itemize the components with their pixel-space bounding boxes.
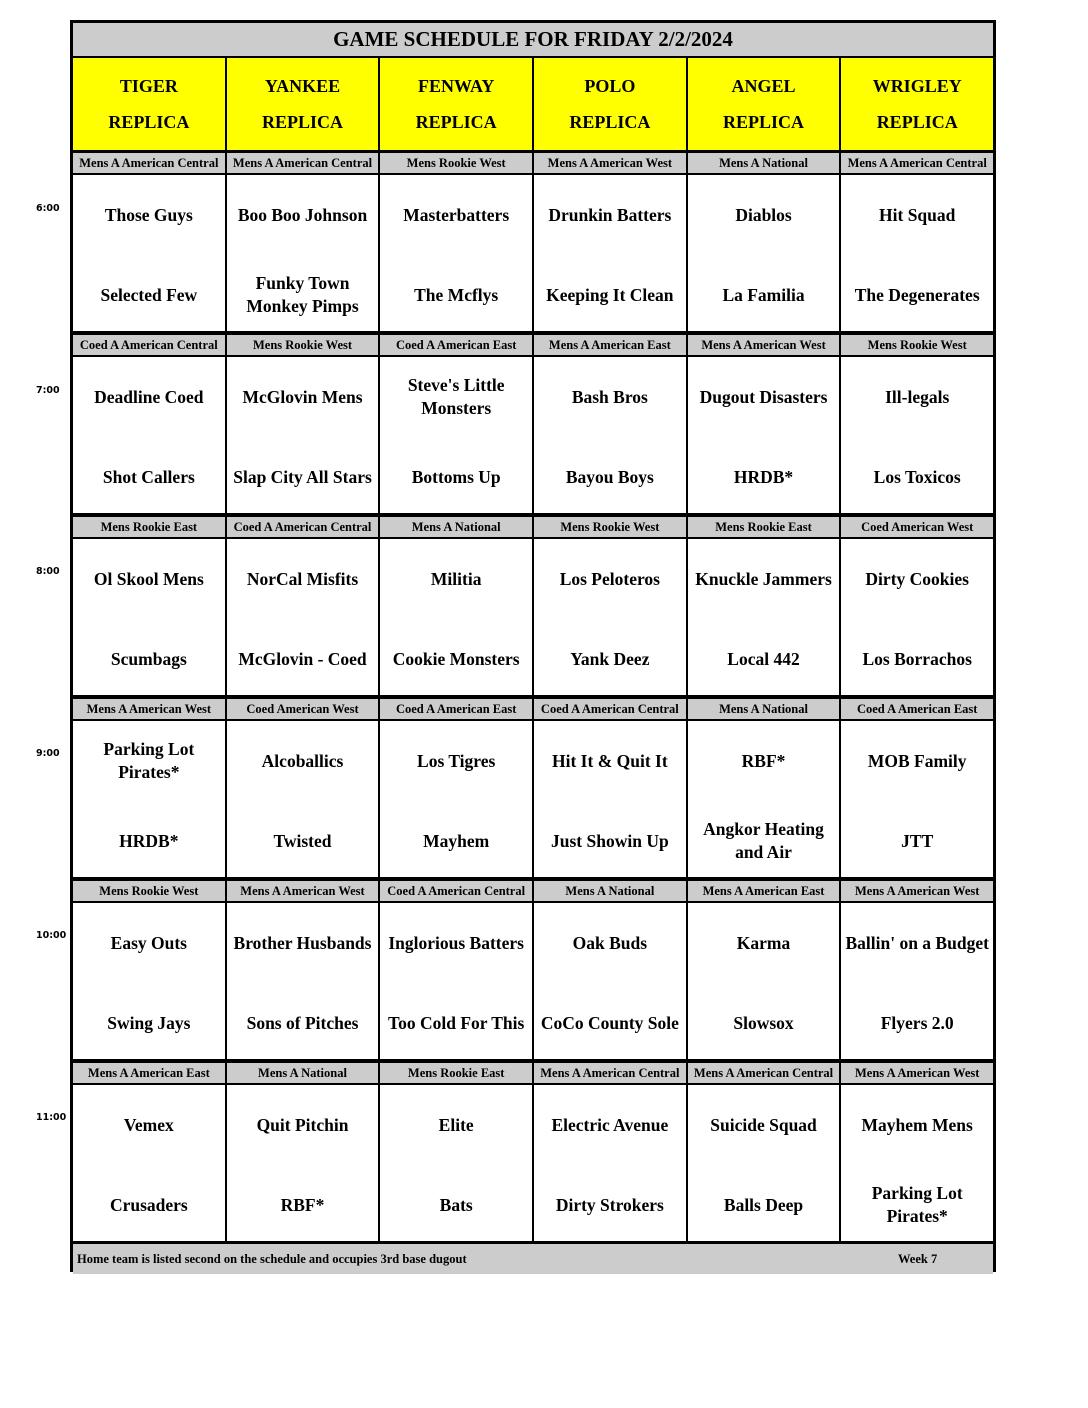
home-team: Crusaders <box>109 1194 188 1215</box>
division-row <box>73 152 993 175</box>
field-header-tiger <box>73 58 227 150</box>
game-cell <box>688 539 842 695</box>
away-team: Those Guys <box>104 204 193 225</box>
game-cell <box>227 357 381 513</box>
home-team-note: Home team is listed second on the schedule and occupies 3rd base dugout <box>77 1251 467 1266</box>
home-team: Los Toxicos <box>873 466 961 487</box>
division-label: Mens A American West <box>854 1066 980 1080</box>
away-team: Los Peloteros <box>559 568 660 589</box>
away-team: Militia <box>430 568 482 589</box>
home-team: Balls Deep <box>723 1194 804 1215</box>
division-label: Mens A American East <box>534 335 688 355</box>
away-team: Dugout Disasters <box>699 386 828 407</box>
away-team: Inglorious Batters <box>388 932 524 953</box>
away-team: Los Tigres <box>417 750 496 771</box>
game-cell <box>534 903 688 1059</box>
away-team: Mayhem Mens <box>861 1114 973 1135</box>
away-team: McGlovin Mens <box>242 386 363 407</box>
home-team: Funky Town Monkey Pimps <box>246 273 359 316</box>
field-subtitle: REPLICA <box>415 112 497 132</box>
time-label: 6:00 <box>36 203 60 214</box>
time-label: 10:00 <box>36 929 67 941</box>
game-cell <box>227 903 381 1059</box>
game-cell <box>841 357 993 513</box>
home-team: Angkor Heating and Air <box>703 819 824 862</box>
field-header-fenway <box>380 58 534 150</box>
division-label: Coed A American East <box>380 699 534 719</box>
game-cell <box>534 539 688 695</box>
game-cell <box>227 721 381 877</box>
field-header-yankee <box>227 58 381 150</box>
game-cell <box>841 1085 993 1241</box>
field-header-wrigley <box>841 58 993 150</box>
game-cell <box>534 357 688 513</box>
game-cell <box>688 357 842 513</box>
division-label: Mens A American West <box>534 153 688 173</box>
division-label: Mens A American West <box>227 881 381 901</box>
division-label: Mens Rookie East <box>688 517 842 537</box>
division-row <box>73 516 993 539</box>
away-team: Vemex <box>123 1114 174 1135</box>
away-team: Steve's Little Monsters <box>407 375 505 418</box>
game-slot-row <box>73 357 993 516</box>
game-cell <box>73 357 227 513</box>
away-team: NorCal Misfits <box>246 568 359 589</box>
division-label: Mens Rookie West <box>380 153 534 173</box>
game-cell <box>841 903 993 1059</box>
away-team: Dirty Cookies <box>865 568 969 589</box>
game-cell <box>380 539 534 695</box>
division-label: Mens A American West <box>854 884 980 898</box>
game-cell <box>73 903 227 1059</box>
division-label: Coed American West <box>861 520 974 534</box>
division-label: Mens A American Central <box>73 153 227 173</box>
home-team: Slap City All Stars <box>233 466 372 487</box>
home-team: Just Showin Up <box>551 830 669 851</box>
division-label: Mens A American Central <box>227 153 381 173</box>
division-label: Mens Rookie East <box>380 1063 534 1083</box>
home-team: Selected Few <box>100 284 198 305</box>
away-team: RBF* <box>741 750 786 771</box>
game-cell <box>227 175 381 331</box>
home-team: Bayou Boys <box>565 466 654 487</box>
schedule-table <box>70 20 996 1272</box>
division-label: Mens Rookie West <box>73 881 227 901</box>
home-team: Local 442 <box>727 648 800 669</box>
division-label: Mens Rookie West <box>867 338 967 352</box>
division-label: Mens A National <box>688 153 842 173</box>
game-slot-row <box>73 1085 993 1244</box>
field-subtitle: REPLICA <box>876 112 958 132</box>
week-label: Week 7 <box>898 1251 938 1266</box>
game-cell <box>227 1085 381 1241</box>
time-label: 8:00 <box>36 566 60 578</box>
division-label: Mens A American East <box>688 881 842 901</box>
field-name: POLO <box>584 76 636 96</box>
home-team: Scumbags <box>110 648 187 669</box>
away-team: Masterbatters <box>403 204 510 225</box>
away-team: Suicide Squad <box>710 1114 817 1135</box>
field-header-polo <box>534 58 688 150</box>
division-label: Mens A National <box>380 517 534 537</box>
field-name: ANGEL <box>731 76 796 96</box>
away-team: Ol Skool Mens <box>93 568 204 589</box>
game-cell <box>841 175 993 331</box>
game-cell <box>73 1085 227 1241</box>
division-label: Mens A American West <box>688 335 842 355</box>
home-team: Parking Lot Pirates* <box>871 1183 963 1226</box>
away-team: Ballin' on a Budget <box>845 932 989 953</box>
division-label: Coed American West <box>227 699 381 719</box>
away-team: Hit Squad <box>879 204 956 225</box>
division-label: Mens Rookie West <box>534 517 688 537</box>
home-team: Twisted <box>273 830 332 851</box>
division-label: Coed A American Central <box>73 335 227 355</box>
home-team: Los Borrachos <box>862 648 972 669</box>
game-cell <box>227 539 381 695</box>
division-label: Coed A American Central <box>534 699 688 719</box>
away-team: Bash Bros <box>571 386 648 407</box>
field-name: TIGER <box>119 76 178 96</box>
home-team: Bottoms Up <box>411 466 501 487</box>
division-row <box>73 1062 993 1085</box>
game-cell <box>534 175 688 331</box>
game-slot-row <box>73 721 993 880</box>
time-label: 11:00 <box>36 1111 67 1123</box>
division-row <box>73 334 993 357</box>
away-team: Boo Boo Johnson <box>237 204 368 225</box>
division-label: Mens A National <box>688 699 842 719</box>
home-team: The Degenerates <box>854 284 980 305</box>
away-team: Drunkin Batters <box>548 204 672 225</box>
home-team: JTT <box>901 830 934 851</box>
division-label: Mens Rookie East <box>73 517 227 537</box>
field-name: FENWAY <box>418 76 495 96</box>
home-team: The Mcflys <box>414 284 499 305</box>
game-cell <box>688 903 842 1059</box>
away-team: Deadline Coed <box>94 386 204 407</box>
game-cell <box>380 357 534 513</box>
time-slots <box>73 152 993 1244</box>
field-subtitle: REPLICA <box>108 112 190 132</box>
home-team: Sons of Pitches <box>246 1012 359 1033</box>
away-team: Parking Lot Pirates* <box>103 739 195 782</box>
field-header-angel <box>688 58 842 150</box>
away-team: Brother Husbands <box>233 932 372 953</box>
field-name: YANKEE <box>264 76 341 96</box>
away-team: Diablos <box>735 204 792 225</box>
game-cell <box>73 175 227 331</box>
away-team: Knuckle Jammers <box>695 568 832 589</box>
division-label: Mens A American Central <box>847 156 987 170</box>
game-cell <box>73 539 227 695</box>
division-label: Mens A National <box>227 1063 381 1083</box>
home-team: La Familia <box>722 284 805 305</box>
game-cell <box>688 721 842 877</box>
away-team: Easy Outs <box>110 932 187 953</box>
division-label: Mens Rookie West <box>227 335 381 355</box>
home-team: RBF* <box>280 1194 325 1215</box>
home-team: CoCo County Sole <box>540 1012 679 1033</box>
home-team: McGlovin - Coed <box>238 648 367 669</box>
game-cell <box>380 1085 534 1241</box>
field-subtitle: REPLICA <box>569 112 651 132</box>
home-team: Flyers 2.0 <box>880 1012 954 1033</box>
home-team: Shot Callers <box>102 466 195 487</box>
home-team: Keeping It Clean <box>546 284 674 305</box>
field-subtitle: REPLICA <box>723 112 805 132</box>
field-header-row <box>73 58 993 152</box>
home-team: Cookie Monsters <box>392 648 520 669</box>
away-team: Elite <box>438 1114 474 1135</box>
division-label: Coed A American Central <box>380 881 534 901</box>
time-label: 7:00 <box>36 384 60 396</box>
division-label: Mens A American East <box>73 1063 227 1083</box>
away-team: Hit It & Quit It <box>552 750 668 771</box>
game-cell <box>534 721 688 877</box>
division-label: Mens A National <box>534 881 688 901</box>
game-slot-row <box>73 175 993 334</box>
game-cell <box>688 1085 842 1241</box>
game-cell <box>73 721 227 877</box>
away-team: Electric Avenue <box>551 1114 669 1135</box>
division-label: Mens A American West <box>73 699 227 719</box>
away-team: Alcoballics <box>261 750 344 771</box>
away-team: Quit Pitchin <box>256 1114 349 1135</box>
division-label: Coed A American East <box>380 335 534 355</box>
home-team: HRDB* <box>733 466 794 487</box>
home-team: Swing Jays <box>107 1012 191 1033</box>
game-cell <box>380 903 534 1059</box>
division-label: Coed A American Central <box>227 517 381 537</box>
away-team: Oak Buds <box>572 932 648 953</box>
home-team: Too Cold For This <box>388 1012 525 1033</box>
field-name: WRIGLEY <box>872 76 962 96</box>
division-label: Mens A American Central <box>534 1063 688 1083</box>
home-team: Bats <box>439 1194 473 1215</box>
division-row <box>73 880 993 903</box>
home-team: Yank Deez <box>570 648 650 669</box>
game-cell <box>688 175 842 331</box>
footer-row <box>73 1244 993 1274</box>
division-label: Mens A American Central <box>688 1063 842 1083</box>
away-team: Karma <box>736 932 791 953</box>
game-cell <box>841 721 993 877</box>
division-row <box>73 698 993 721</box>
away-team: MOB Family <box>867 750 967 771</box>
home-team: Slowsox <box>733 1012 794 1033</box>
home-team: Dirty Strokers <box>555 1194 664 1215</box>
home-team: HRDB* <box>119 830 179 851</box>
game-cell <box>534 1085 688 1241</box>
time-label: 9:00 <box>36 748 60 760</box>
game-slot-row <box>73 539 993 698</box>
away-team: Ill-legals <box>885 386 950 407</box>
division-label: Coed A American East <box>856 702 978 716</box>
schedule-title: GAME SCHEDULE FOR FRIDAY 2/2/2024 <box>73 23 993 58</box>
game-cell <box>841 539 993 695</box>
game-slot-row <box>73 903 993 1062</box>
game-cell <box>380 721 534 877</box>
field-subtitle: REPLICA <box>262 112 344 132</box>
game-cell <box>380 175 534 331</box>
home-team: Mayhem <box>423 830 490 851</box>
